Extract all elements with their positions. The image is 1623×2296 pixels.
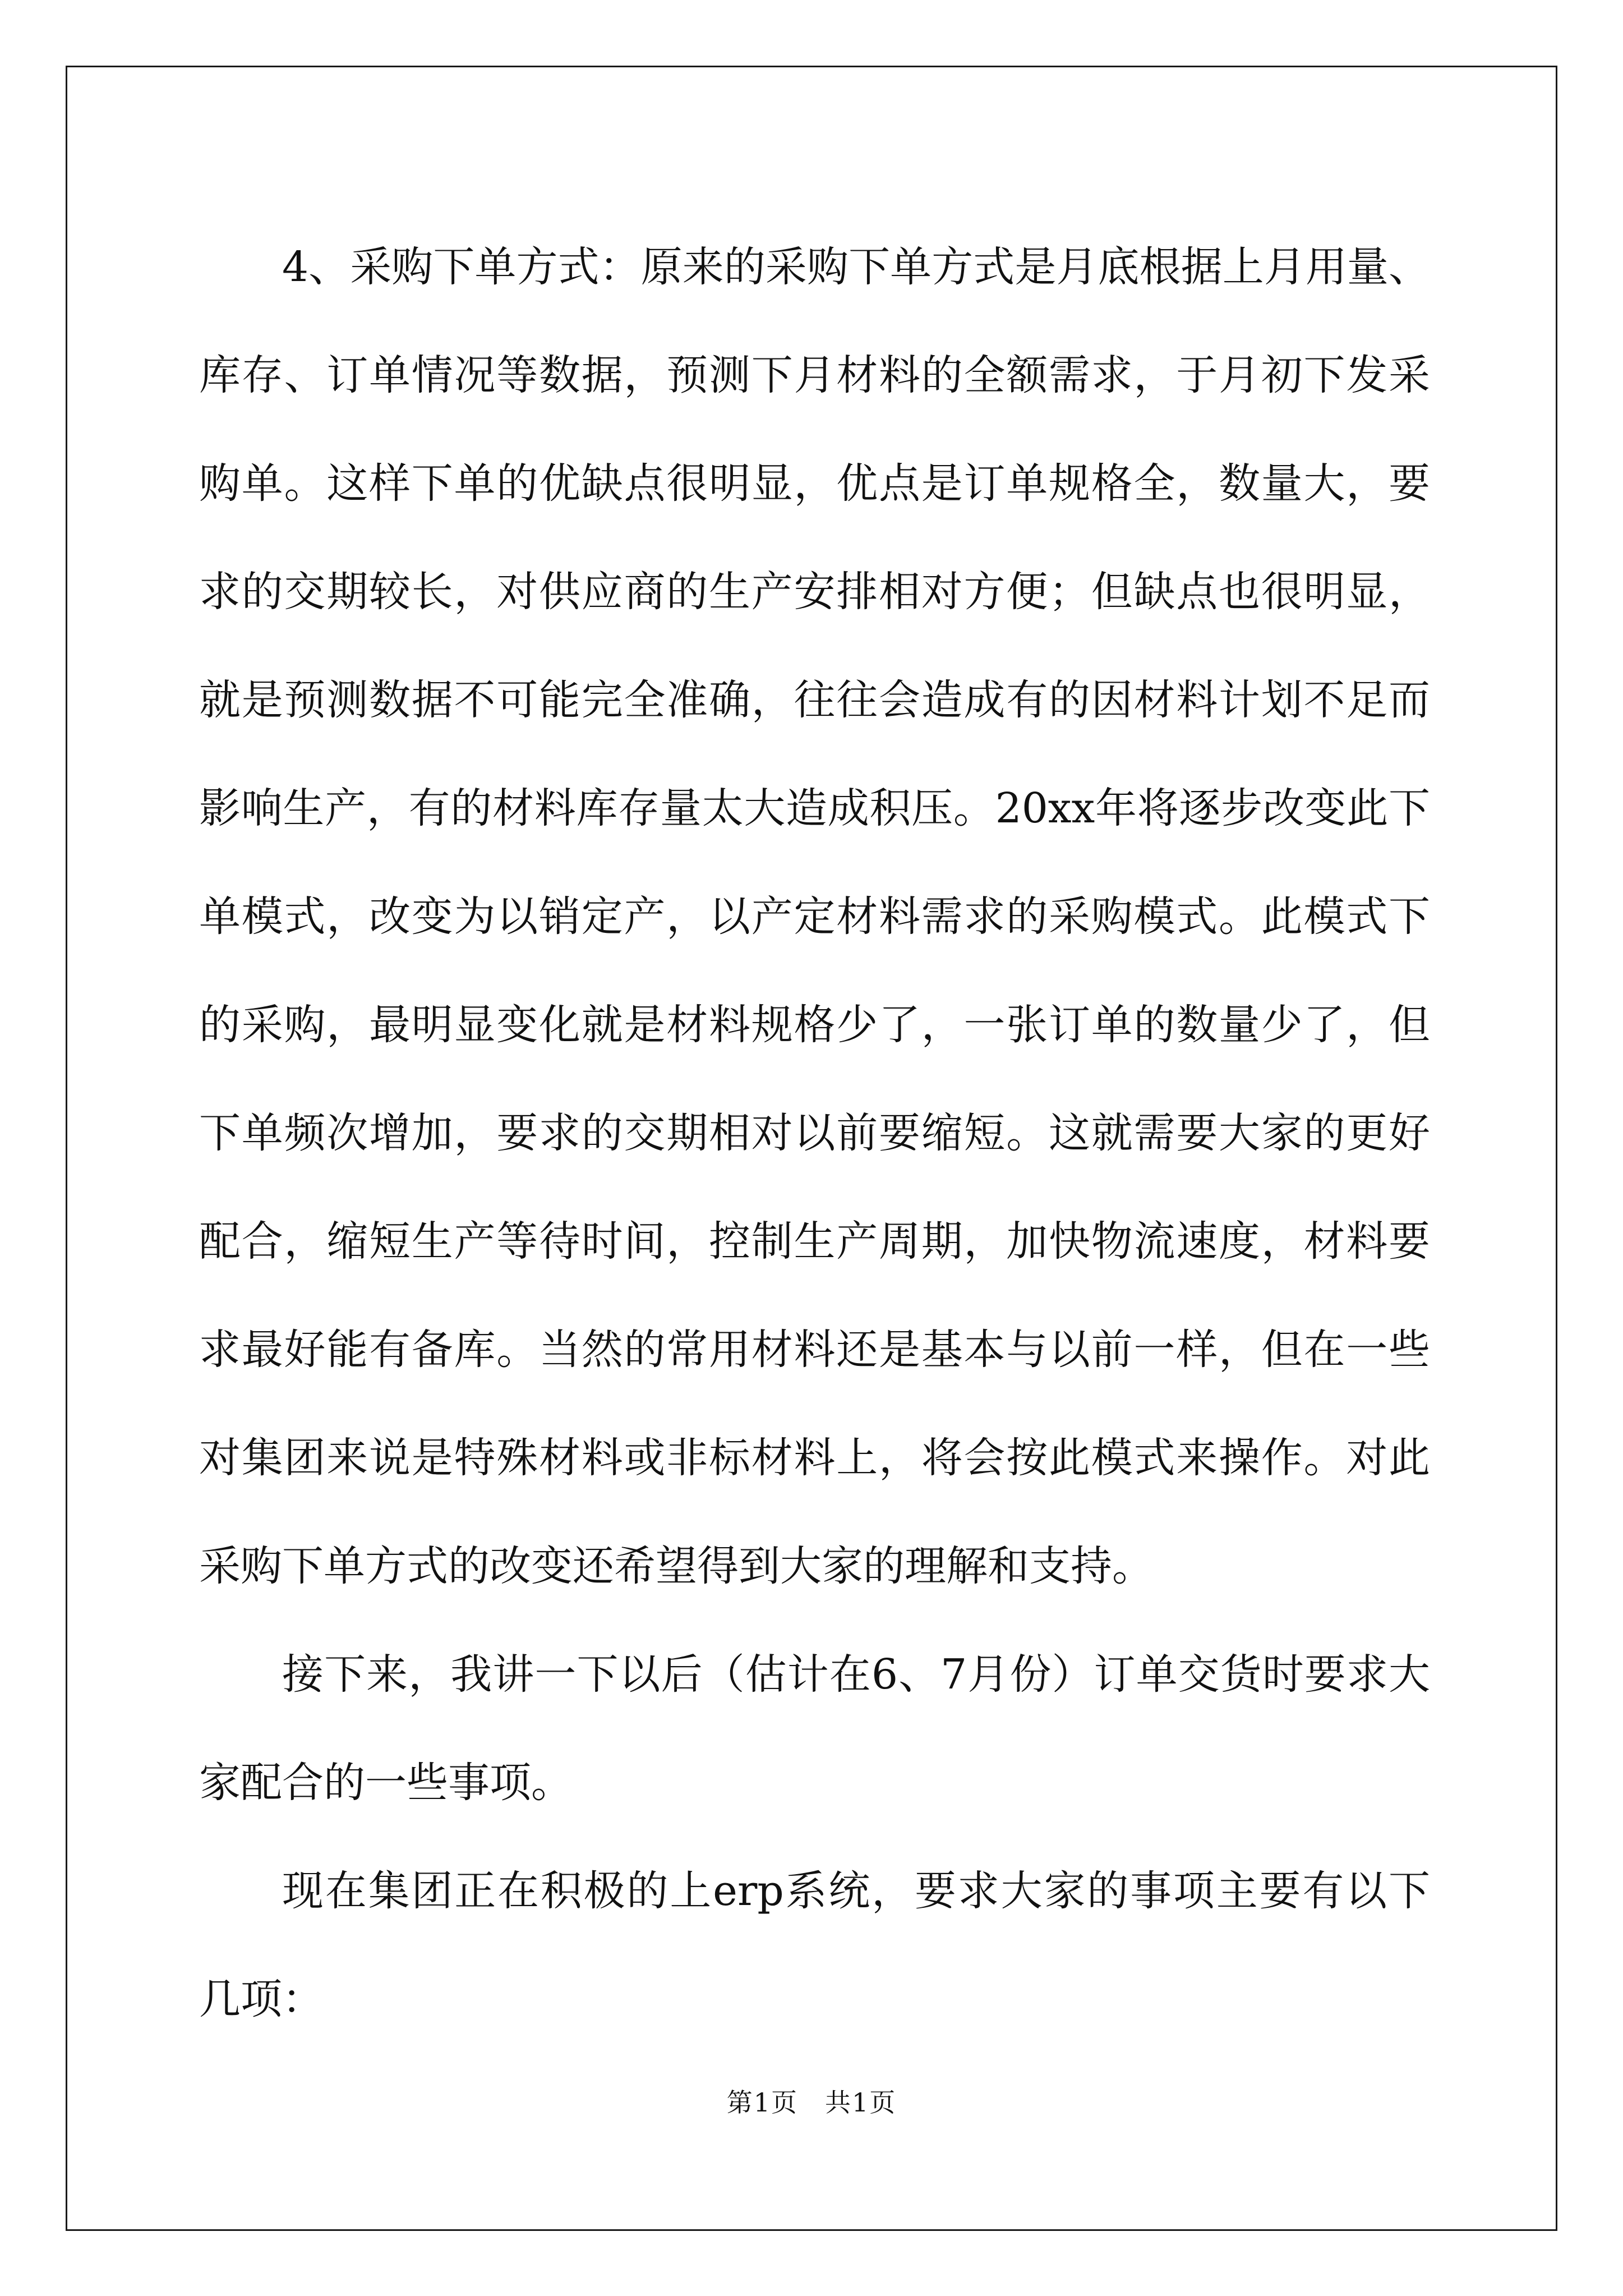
paragraph-purchase-order-method: 4、采购下单方式：原来的采购下单方式是月底根据上月用量、库存、订单情况等数据，预测下月材料的全额需求，于月初下发采购单。这样下单的优缺点很明显，优点是订单规格全，数量大，要求的交期较长，对供应商的生产安排相对方便；但缺点也很明显，就是预测数据不可能完全准确，往往会造成有的因材料计划不足而影响生产，有的材料库存量太大造成积压。20xx年将逐步改变此下单模式，改变为以销定产，以产定材料需求的采购模式。此模式下的采购，最明显变化就是材料规格少了，一张订单的数量少了，但下单频次增加，要求的交期相对以前要缩短。这就需要大家的更好配合，缩短生产等待时间，控制生产周期，加快物流速度，材料要求最好能有备库。当然的常用材料还是基本与以前一样，但在一些对集团来说是特殊材料或非标材料上，将会按此模式来操作。对此采购下单方式的改变还希望得到大家的理解和支持。 bbox=[199, 243, 1430, 1590]
paragraph-delivery-matters: 接下来，我讲一下以后（估计在6、7月份）订单交货时要求大家配合的一些事项。 bbox=[199, 1650, 1430, 1807]
paragraph-erp-system: 现在集团正在积极的上erp系统，要求大家的事项主要有以下几项： bbox=[199, 1867, 1430, 2023]
page-number-footer: 第1页 共1页 bbox=[726, 2087, 897, 2118]
document-body bbox=[199, 213, 1430, 2054]
